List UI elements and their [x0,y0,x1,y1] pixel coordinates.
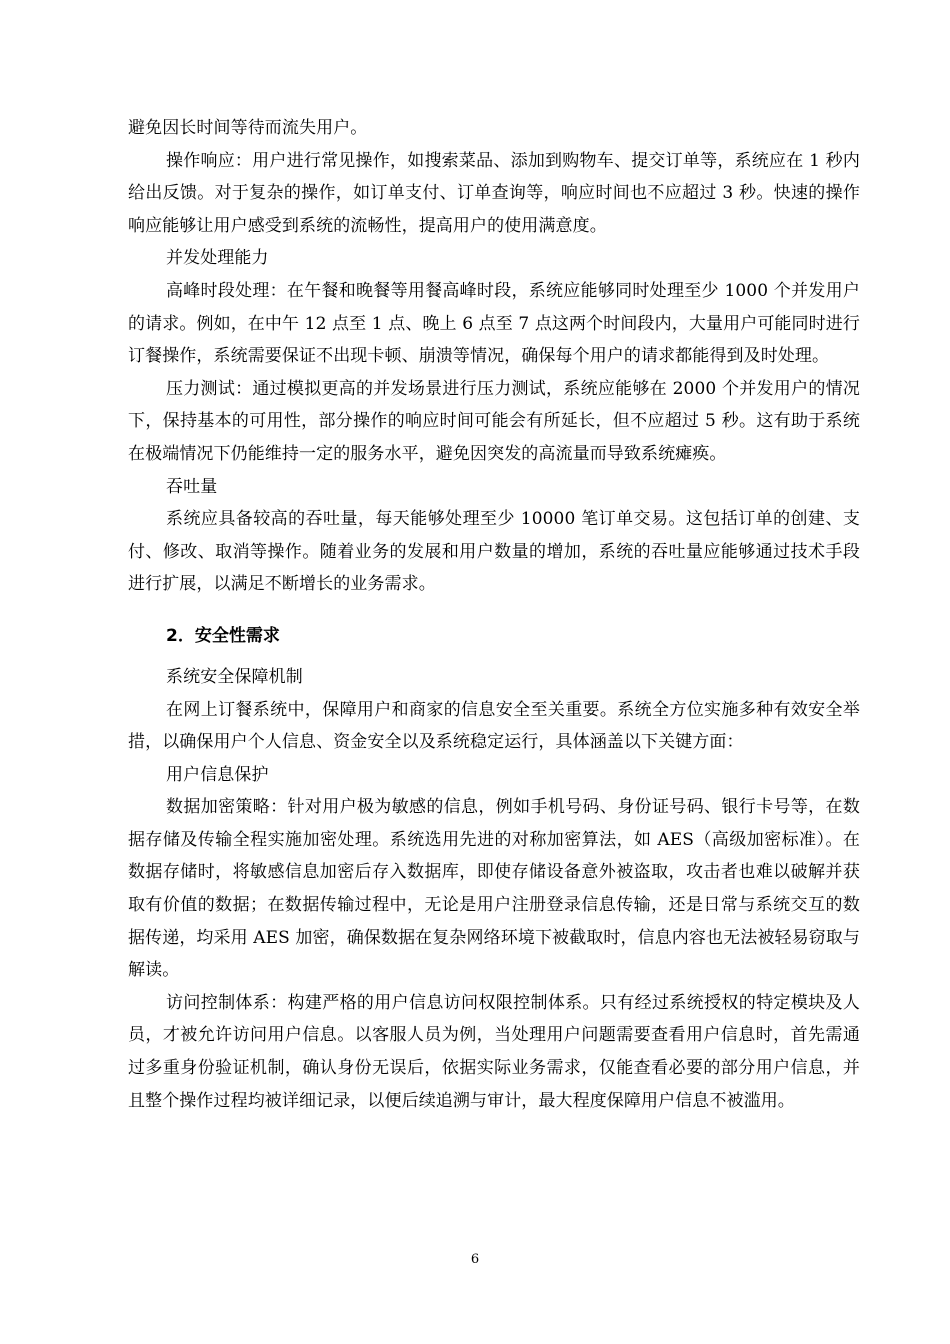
subheading-security-mechanism: 系统安全保障机制 [166,666,303,687]
paragraph-data-encryption: 数据加密策略：针对用户极为敏感的信息，例如手机号码、身份证号码、银行卡号等，在数据存储及传输全程实施加密处理。系统选用先进的对称加密算法，如 AES（高级加密标准）。在数据存储时，将敏感信息加密后存入数据库，即使存储设备意外被盗取，攻击者也难以破解并获取有价值的数据；在数据传输过程中，无论是用户注册登录信息传输，还是日常与系统交互的数据传递，均采用 AES 加密，确保数据在复杂网络环境下被截取时，信息内容也无法被轻易窃取与解读。 [128,797,860,981]
section-heading-security: 2．安全性需求 [166,625,280,646]
subheading-concurrency: 并发处理能力 [166,248,269,269]
paragraph-peak-handling: 高峰时段处理：在午餐和晚餐等用餐高峰时段，系统应能够同时处理至少 1000 个并发用户的请求。例如，在中午 12 点至 1 点、晚上 6 点至 7 点这两个时间段内，大量用户可能同时进行订餐操作，系统需要保证不出现卡顿、崩溃等情况，确保每个用户的请求都能得到及时处理。 [128,280,860,367]
paragraph-stress-test: 压力测试：通过模拟更高的并发场景进行压力测试，系统应能够在 2000 个并发用户的情况下，保持基本的可用性，部分操作的响应时间可能会有所延长，但不应超过 5 秒。这有助于系统在极端情况下仍能维持一定的服务水平，避免因突发的高流量而导致系统瘫痪。 [128,378,860,464]
paragraph-throughput: 系统应具备较高的吞吐量，每天能够处理至少 10000 笔订单交易。这包括订单的创建、支付、修改、取消等操作。随着业务的发展和用户数量的增加，系统的吞吐量应能够通过技术手段进行扩展，以满足不断增长的业务需求。 [128,509,860,595]
document-page [128,112,860,1117]
page-number: 6 [470,1252,480,1267]
paragraph-security-intro: 在网上订餐系统中，保障用户和商家的信息安全至关重要。系统全方位实施多种有效安全举措，以确保用户个人信息、资金安全以及系统稳定运行，具体涵盖以下关键方面： [128,699,860,753]
paragraph-operation-response: 操作响应：用户进行常见操作，如搜索菜品、添加到购物车、提交订单等，系统应在 1 秒内给出反馈。对于复杂的操作，如订单支付、订单查询等，响应时间也不应超过 3 秒。快速的操作响应能够让用户感受到系统的流畅性，提高用户的使用满意度。 [128,150,860,236]
subheading-throughput: 吞吐量 [166,476,218,497]
paragraph-access-control: 访问控制体系：构建严格的用户信息访问权限控制体系。只有经过系统授权的特定模块及人员，才被允许访问用户信息。以客服人员为例，当处理用户问题需要查看用户信息时，首先需通过多重身份验证机制，确认身份无误后，依据实际业务需求，仅能查看必要的部分用户信息，并且整个操作过程均被详细记录，以便后续追溯与审计，最大程度保障用户信息不被滥用。 [128,992,860,1111]
subheading-user-info-protection: 用户信息保护 [166,764,269,785]
paragraph-continuation: 避免因长时间等待而流失用户。 [128,118,368,138]
